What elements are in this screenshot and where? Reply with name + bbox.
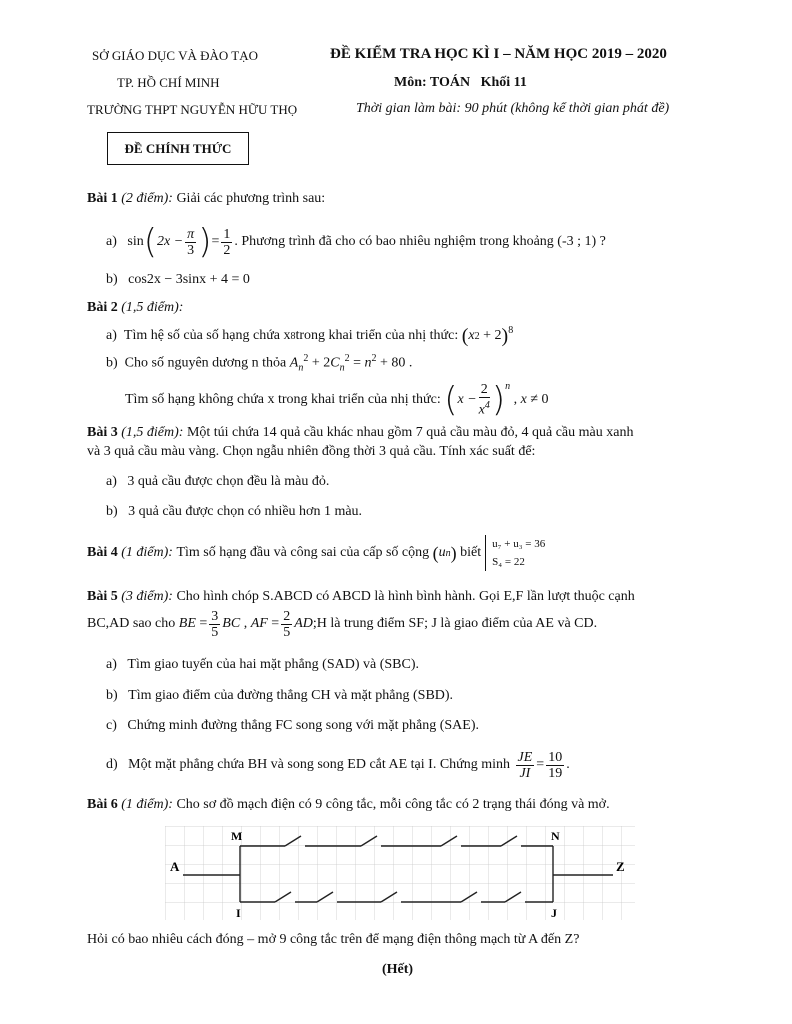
label-M: M [231,829,243,843]
label-J: J [551,906,557,920]
exam-title: ĐỀ KIỂM TRA HỌC KÌ I – NĂM HỌC 2019 – 2020 [330,46,667,62]
end-mark: (Hết) [382,962,414,977]
circuit-diagram [165,826,635,920]
school-name: TRƯỜNG THPT NGUYỄN HỮU THỌ [87,102,298,117]
b3a: a) 3 quả cầu được chọn đều là màu đỏ. [106,474,330,489]
b1a: a) sin ( 2x − $\frac{\pi}{3}$ ) = $\frac{1}{2}$ . Phương trình đã cho có bao nhiêu nghiệm trong khoảng (-3 ; 1) ? [106,222,606,262]
b2-heading: Bài 2 (1,5 điểm): [87,300,184,315]
b2b: b) Cho số nguyên dương n thỏa $A_n^2 + 2C_n^2 = n^2 + 80$ . [106,353,413,374]
label-I: I [236,906,241,920]
label-A: A [170,859,180,874]
b1b: b) cos2x − 3sinx + 4 = 0 [106,272,250,287]
b3-line2: và 3 quả cầu màu vàng. Chọn ngẫu nhiên đồng thời 3 quả cầu. Tính xác suất để: [87,444,536,459]
b4-system: u₇ + u₃ = 36 S₄ = 22 [485,535,545,571]
b5c: c) Chứng minh đường thẳng FC song song với mặt phẳng (SAE). [106,718,479,733]
label-N: N [551,829,560,843]
official-box: ĐỀ CHÍNH THỨC [107,132,249,165]
city-name: TP. HỒ CHÍ MINH [117,75,220,90]
subject-line: Môn: TOÁN Khối 11 [394,75,527,90]
b5-line1: Bài 5 (3 điểm): Cho hình chóp S.ABCD có ABCD là hình bình hành. Gọi E,F lần lượt thuộc cạnh [87,589,635,604]
b5d: d) Một mặt phẳng chứa BH và song song ED cắt AE tại I. Chứng minh $\frac{JE}{JI}$ = $\frac{10}{19}$ . [106,749,570,781]
b5a: a) Tìm giao tuyến của hai mặt phẳng (SAD) và (SBC). [106,657,419,672]
label-Z: Z [616,859,625,874]
b1-heading: Bài 1 (2 điểm): Giải các phương trình sau: [87,191,326,206]
b3b: b) 3 quả cầu được chọn có nhiều hơn 1 màu. [106,504,363,519]
b2a: a) Tìm hệ số của số hạng chứa x 8 trong khai triển của nhị thức: ( x 2 + 2 ) $^8$ [106,324,514,347]
b6-line: Bài 6 (1 điểm): Cho sơ đồ mạch điện có 9 công tắc, mỗi công tắc có 2 trạng thái đóng và mở. [87,797,610,812]
b2c: Tìm số hạng không chứa x trong khai triển của nhị thức: ( x − $\frac{2}{x^4}$ ) $^n$ , x ≠ 0 [125,380,549,420]
pi-over-3: $\frac{\pi}{3}$ [187,226,195,258]
time-line: Thời gian làm bài: 90 phút (không kể thời gian phát đề) [356,101,670,116]
one-half: $\frac{1}{2}$ [223,226,231,258]
b4: Bài 4 (1 điểm): Tìm số hạng đầu và công sai của cấp số cộng ( u n ) biết u₇ + u₃ = 36 S₄ = 22 [87,533,545,573]
b3-line1: Bài 3 (1,5 điểm): Một túi chứa 14 quả cầu khác nhau gồm 7 quả cầu màu đỏ, 4 quả cầu màu xanh [87,425,634,440]
dept-name: SỞ GIÁO DỤC VÀ ĐÀO TẠO [92,48,258,63]
b5b: b) Tìm giao điểm của đường thẳng CH và mặt phẳng (SBD). [106,688,454,703]
b6-question: Hỏi có bao nhiêu cách đóng – mở 9 công tắc trên để mạng điện thông mạch từ A đến Z? [87,932,580,947]
b5-line2: BC,AD sao cho BE = $\frac{3}{5}$ BC , AF = $\frac{2}{5}$ AD ;H là trung điểm SF; J là giao điểm của AE và CD. [87,608,598,640]
